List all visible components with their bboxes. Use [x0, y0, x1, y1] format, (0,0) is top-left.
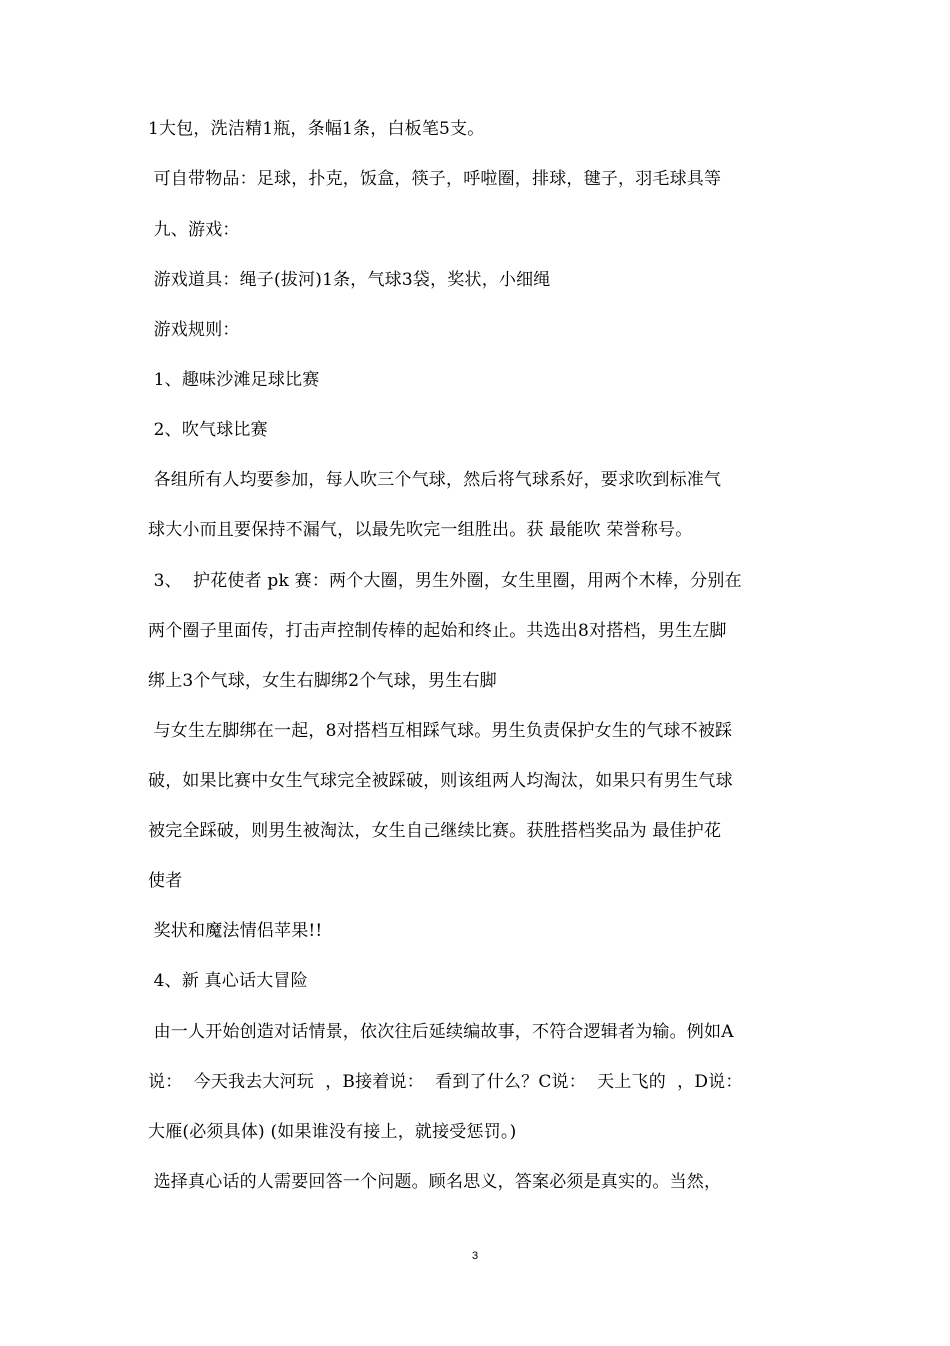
text-line: 各组所有人均要参加，每人吹三个气球，然后将气球系好，要求吹到标准气 — [148, 470, 722, 490]
text-line: 两个圈子里面传，打击声控制传棒的起始和终止。共选出8对搭档，男生左脚 — [148, 621, 727, 641]
text-line: 使者 — [148, 871, 183, 891]
list-item: 2、吹气球比赛 — [148, 420, 268, 440]
list-item: 1、趣味沙滩足球比赛 — [148, 370, 320, 390]
text-line: 游戏规则： — [148, 320, 240, 340]
text-line: 游戏道具：绳子(拔河)1条，气球3袋，奖状，小细绳 — [148, 270, 551, 290]
text-line: 与女生左脚绑在一起，8对搭档互相踩气球。男生负责保护女生的气球不被踩 — [148, 721, 733, 741]
text-line: 球大小而且要保持不漏气，以最先吹完一组胜出。获 最能吹 荣誉称号。 — [148, 520, 693, 540]
text-line: 可自带物品：足球，扑克，饭盒，筷子，呼啦圈，排球，毽子，羽毛球具等 — [148, 169, 722, 189]
text-line: 选择真心话的人需要回答一个问题。顾名思义，答案必须是真实的。当然， — [148, 1172, 722, 1192]
text-line: 被完全踩破，则男生被淘汰，女生自己继续比赛。获胜搭档奖品为 最佳护花 — [148, 821, 722, 841]
text-line: 由一人开始创造对话情景，依次往后延续编故事，不符合逻辑者为输。例如A — [148, 1022, 734, 1042]
text-line: 说： 今天我去大河玩 ，B接着说： 看到了什么？C说： 天上飞的 ，D说： — [148, 1072, 743, 1092]
list-item: 4、新 真心话大冒险 — [148, 971, 308, 991]
text-line: 1大包，洗洁精1瓶，条幅1条，白板笔5支。 — [148, 119, 485, 139]
text-line: 破，如果比赛中女生气球完全被踩破，则该组两人均淘汰，如果只有男生气球 — [148, 771, 733, 791]
text-line: 绑上3个气球，女生右脚绑2个气球，男生右脚 — [148, 671, 497, 691]
page-number: 3 — [471, 1250, 479, 1262]
list-item: 3、 护花使者 pk 赛：两个大圈，男生外圈，女生里圈，用两个木棒，分别在 — [148, 571, 742, 591]
text-line: 奖状和魔法情侣苹果!! — [148, 921, 323, 941]
section-heading: 九、游戏： — [148, 220, 240, 240]
text-line: 大雁(必须具体) (如果谁没有接上，就接受惩罚。) — [148, 1122, 517, 1142]
